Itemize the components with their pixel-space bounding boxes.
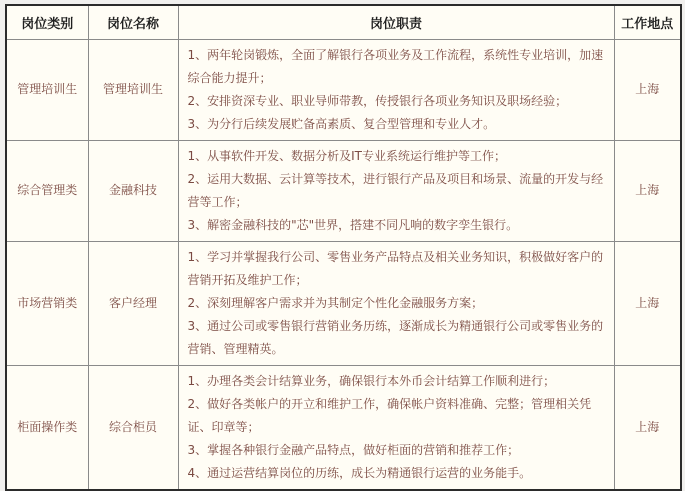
header-duties: 岗位职责	[178, 5, 614, 39]
name-cell: 金融科技	[88, 140, 178, 241]
duties-cell	[178, 39, 614, 140]
table-row	[6, 241, 681, 365]
location-cell: 上海	[614, 39, 681, 140]
location-cell: 上海	[614, 365, 681, 490]
header-location: 工作地点	[614, 5, 681, 39]
duty-line: 1、学习并掌握我行公司、零售业务产品特点及相关业务知识，积极做好客户的营销开拓及维护工作；	[187, 249, 604, 287]
job-postings-table	[5, 4, 682, 491]
duty-line: 2、安排资深专业、职业导师带教，传授银行各项业务知识及职场经验；	[187, 93, 568, 108]
duty-line: 4、通过运营结算岗位的历练，成长为精通银行运营的业务能手。	[187, 465, 532, 480]
header-name: 岗位名称	[88, 5, 178, 39]
header-category: 岗位类别	[6, 5, 88, 39]
duty-line: 3、为分行后续发展贮备高素质、复合型管理和专业人才。	[187, 116, 496, 131]
name-cell: 综合柜员	[88, 365, 178, 490]
category-cell: 市场营销类	[6, 241, 88, 365]
duty-line: 1、从事软件开发、数据分析及IT专业系统运行维护等工作；	[187, 148, 507, 163]
duties-cell	[178, 140, 614, 241]
name-cell: 管理培训生	[88, 39, 178, 140]
duty-line: 2、做好各类帐户的开立和维护工作，确保帐户资料准确、完整；管理相关凭证、印章等；	[187, 396, 592, 434]
duties-cell	[178, 365, 614, 490]
table-header-row	[6, 5, 681, 39]
table-row	[6, 39, 681, 140]
duty-line: 3、解密金融科技的"芯"世界，搭建不同凡响的数字孪生银行。	[187, 217, 519, 232]
duty-line: 3、通过公司或零售银行营销业务历练，逐渐成长为精通银行公司或零售业务的营销、管理精英。	[187, 318, 604, 356]
name-cell: 客户经理	[88, 241, 178, 365]
location-cell: 上海	[614, 140, 681, 241]
category-cell: 综合管理类	[6, 140, 88, 241]
duty-line: 3、掌握各种银行金融产品特点，做好柜面的营销和推荐工作；	[187, 442, 520, 457]
category-cell: 管理培训生	[6, 39, 88, 140]
duties-cell	[178, 241, 614, 365]
duty-line: 2、深刻理解客户需求并为其制定个性化金融服务方案；	[187, 295, 484, 310]
duty-line: 2、运用大数据、云计算等技术，进行银行产品及项目和场景、流量的开发与经营等工作；	[187, 171, 604, 209]
table-row	[6, 365, 681, 490]
duty-line: 1、办理各类会计结算业务，确保银行本外币会计结算工作顺利进行；	[187, 373, 556, 388]
category-cell: 柜面操作类	[6, 365, 88, 490]
table-row	[6, 140, 681, 241]
location-cell: 上海	[614, 241, 681, 365]
duty-line: 1、两年轮岗锻炼，全面了解银行各项业务及工作流程，系统性专业培训，加速综合能力提升；	[187, 47, 604, 85]
